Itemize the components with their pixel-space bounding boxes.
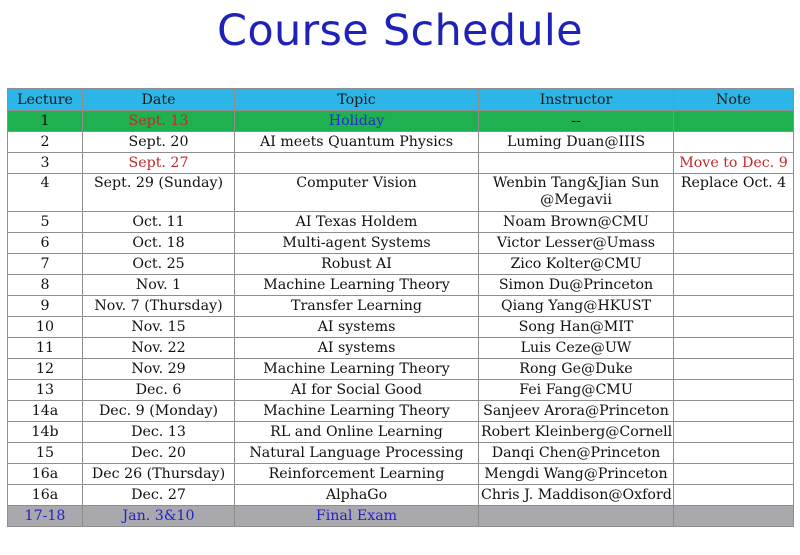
table-row (8, 296, 794, 317)
topic-cell: AI systems (235, 338, 479, 359)
table-row (8, 380, 794, 401)
table-row (8, 233, 794, 254)
page-title: Course Schedule (217, 6, 583, 56)
date-cell: Nov. 29 (83, 359, 235, 380)
date-cell: Oct. 18 (83, 233, 235, 254)
topic-cell: Final Exam (235, 506, 479, 527)
topic-cell: Machine Learning Theory (235, 359, 479, 380)
instructor-cell: Rong Ge@Duke (479, 359, 674, 380)
date-cell: Nov. 15 (83, 317, 235, 338)
note-cell (674, 233, 794, 254)
topic-cell: AI meets Quantum Physics (235, 132, 479, 153)
instructor-cell: Noam Brown@CMU (479, 212, 674, 233)
topic-cell: Natural Language Processing (235, 443, 479, 464)
table-row (8, 338, 794, 359)
note-cell (674, 506, 794, 527)
column-header-topic: Topic (235, 89, 479, 111)
schedule-table (7, 88, 794, 527)
date-cell: Sept. 27 (83, 153, 235, 174)
note-cell: Move to Dec. 9 (674, 153, 794, 174)
topic-cell: AI systems (235, 317, 479, 338)
instructor-cell: Danqi Chen@Princeton (479, 443, 674, 464)
topic-cell: RL and Online Learning (235, 422, 479, 443)
instructor-cell: Wenbin Tang&Jian Sun @Megavii (479, 174, 674, 212)
instructor-cell: Robert Kleinberg@Cornell (479, 422, 674, 443)
topic-cell: Transfer Learning (235, 296, 479, 317)
lecture-cell: 10 (8, 317, 83, 338)
instructor-cell: Sanjeev Arora@Princeton (479, 401, 674, 422)
table-row (8, 359, 794, 380)
date-cell: Dec 26 (Thursday) (83, 464, 235, 485)
note-cell (674, 401, 794, 422)
lecture-cell: 17-18 (8, 506, 83, 527)
lecture-cell: 1 (8, 111, 83, 132)
table-row (8, 422, 794, 443)
note-cell (674, 338, 794, 359)
topic-cell: Holiday (235, 111, 479, 132)
table-header-row (8, 89, 794, 111)
lecture-cell: 4 (8, 174, 83, 212)
note-cell (674, 296, 794, 317)
table-row (8, 111, 794, 132)
column-header-note: Note (674, 89, 794, 111)
note-cell (674, 317, 794, 338)
instructor-cell: Victor Lesser@Umass (479, 233, 674, 254)
column-header-lecture: Lecture (8, 89, 83, 111)
instructor-cell: Mengdi Wang@Princeton (479, 464, 674, 485)
topic-cell: AlphaGo (235, 485, 479, 506)
lecture-cell: 13 (8, 380, 83, 401)
note-cell (674, 380, 794, 401)
date-cell: Sept. 20 (83, 132, 235, 153)
lecture-cell: 16a (8, 485, 83, 506)
column-header-instructor: Instructor (479, 89, 674, 111)
lecture-cell: 12 (8, 359, 83, 380)
column-header-date: Date (83, 89, 235, 111)
date-cell: Oct. 11 (83, 212, 235, 233)
instructor-cell: Chris J. Maddison@Oxford (479, 485, 674, 506)
note-cell (674, 464, 794, 485)
note-cell (674, 359, 794, 380)
instructor-cell: Luis Ceze@UW (479, 338, 674, 359)
date-cell: Sept. 13 (83, 111, 235, 132)
table-row (8, 443, 794, 464)
date-cell: Nov. 22 (83, 338, 235, 359)
topic-cell (235, 153, 479, 174)
topic-cell: Machine Learning Theory (235, 401, 479, 422)
topic-cell: Computer Vision (235, 174, 479, 212)
date-cell: Dec. 6 (83, 380, 235, 401)
lecture-cell: 5 (8, 212, 83, 233)
date-cell: Sept. 29 (Sunday) (83, 174, 235, 212)
lecture-cell: 11 (8, 338, 83, 359)
lecture-cell: 3 (8, 153, 83, 174)
lecture-cell: 8 (8, 275, 83, 296)
table-row (8, 485, 794, 506)
instructor-cell: Song Han@MIT (479, 317, 674, 338)
table-row (8, 132, 794, 153)
note-cell: Replace Oct. 4 (674, 174, 794, 212)
lecture-cell: 9 (8, 296, 83, 317)
topic-cell: Reinforcement Learning (235, 464, 479, 485)
lecture-cell: 6 (8, 233, 83, 254)
lecture-cell: 7 (8, 254, 83, 275)
table-row (8, 212, 794, 233)
topic-cell: AI for Social Good (235, 380, 479, 401)
topic-cell: AI Texas Holdem (235, 212, 479, 233)
instructor-cell: Simon Du@Princeton (479, 275, 674, 296)
instructor-cell: Qiang Yang@HKUST (479, 296, 674, 317)
instructor-cell: Luming Duan@IIIS (479, 132, 674, 153)
topic-cell: Multi-agent Systems (235, 233, 479, 254)
topic-cell: Robust AI (235, 254, 479, 275)
date-cell: Dec. 9 (Monday) (83, 401, 235, 422)
table-row (8, 153, 794, 174)
note-cell (674, 132, 794, 153)
note-cell (674, 212, 794, 233)
note-cell (674, 275, 794, 296)
instructor-cell: Fei Fang@CMU (479, 380, 674, 401)
note-cell (674, 254, 794, 275)
note-cell (674, 422, 794, 443)
instructor-cell (479, 506, 674, 527)
date-cell: Dec. 13 (83, 422, 235, 443)
date-cell: Jan. 3&10 (83, 506, 235, 527)
table-row (8, 275, 794, 296)
lecture-cell: 16a (8, 464, 83, 485)
table-row (8, 254, 794, 275)
table-row (8, 401, 794, 422)
table-row (8, 174, 794, 212)
lecture-cell: 14b (8, 422, 83, 443)
note-cell (674, 111, 794, 132)
instructor-cell: Zico Kolter@CMU (479, 254, 674, 275)
table-row (8, 464, 794, 485)
instructor-cell: -- (479, 111, 674, 132)
date-cell: Nov. 1 (83, 275, 235, 296)
note-cell (674, 485, 794, 506)
note-cell (674, 443, 794, 464)
date-cell: Nov. 7 (Thursday) (83, 296, 235, 317)
table-row (8, 506, 794, 527)
lecture-cell: 14a (8, 401, 83, 422)
date-cell: Oct. 25 (83, 254, 235, 275)
date-cell: Dec. 20 (83, 443, 235, 464)
date-cell: Dec. 27 (83, 485, 235, 506)
lecture-cell: 2 (8, 132, 83, 153)
table-row (8, 317, 794, 338)
topic-cell: Machine Learning Theory (235, 275, 479, 296)
lecture-cell: 15 (8, 443, 83, 464)
instructor-cell (479, 153, 674, 174)
